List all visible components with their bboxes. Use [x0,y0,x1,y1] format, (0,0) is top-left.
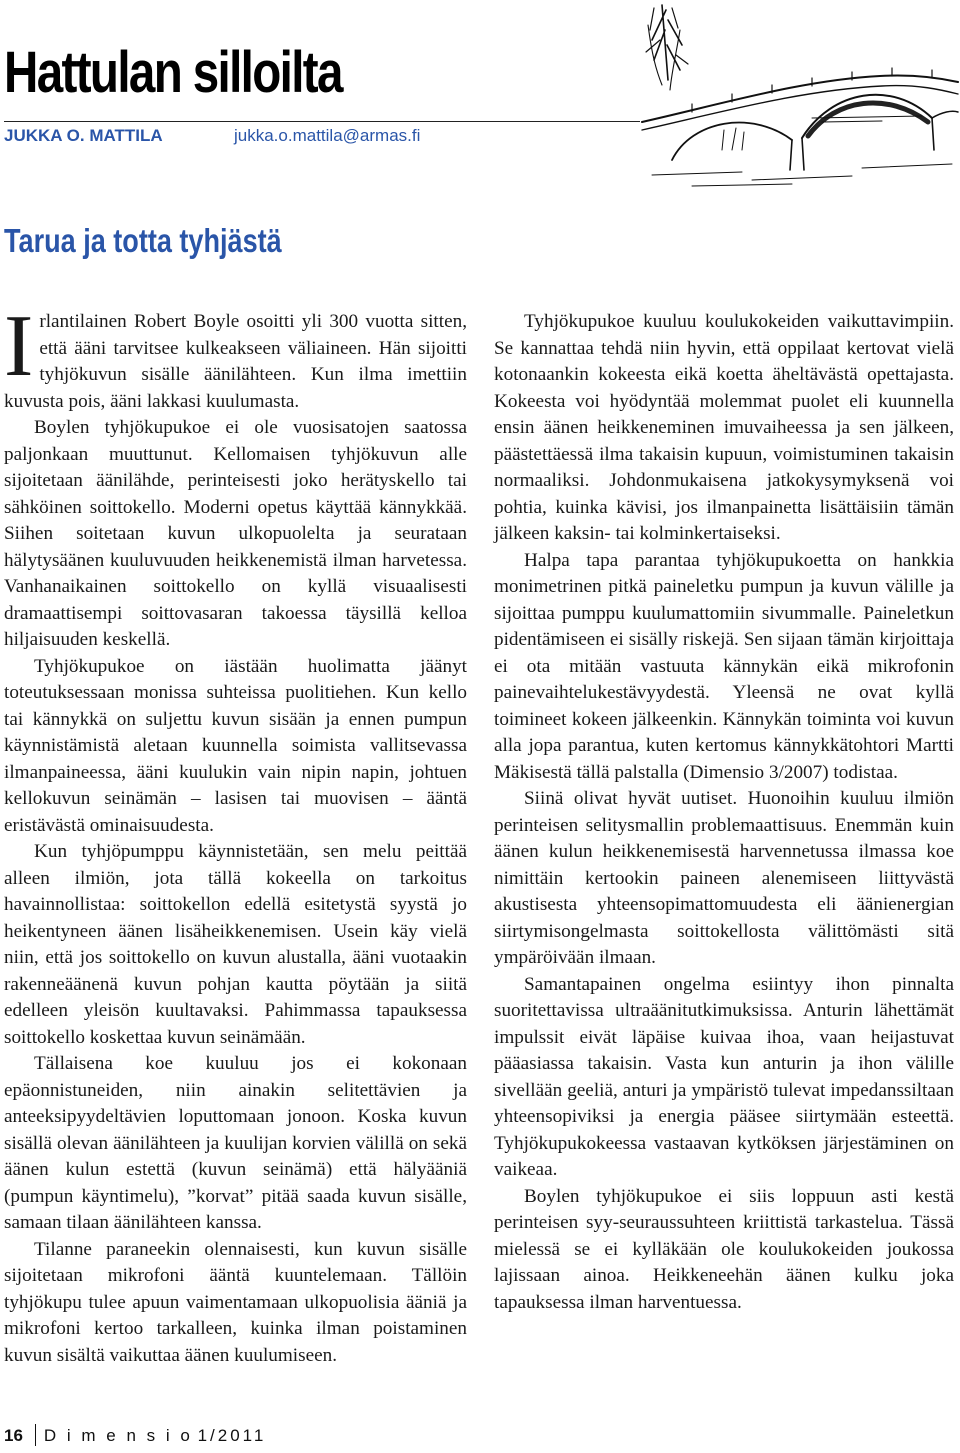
article-paragraph: Tällaisena koe kuuluu jos ei kokonaan epäonnistuneiden, niin ainakin selitettävien ja anteeksipyydeltävien loputtomaan jonoon. Koska kuvun sisällä olevan äänilähteen ja kuulijan korvien välillä on sekä äänen kulun estettä (kuvun seinämä) että hälyääniä (pumpun käyntimelu), ”korvat” pitää saada kuvun sisälle, samaan tilaan äänilähteen kanssa. [4,1053,467,1233]
article-paragraph: Boylen tyhjökupukoe ei siis loppuun asti kestä perinteisen syy-seuraussuhteen kriittistä tarkastelua. Tässä mielessä se ei kylläkään ole koulukokeiden joukossa lajissaan ainoa. Heikkeneehän äänen kulku joka tapauksessa ilman harventuessa. [494,1185,954,1313]
article-subtitle: Tarua ja totta tyhjästä [4,222,282,259]
author-name: JUKKA O. MATTILA [4,126,163,145]
article-paragraph: Tyhjökupukoe kuuluu koulukokeiden vaikuttavimpiin. Se kannattaa tehdä niin hyvin, että oppilaat kertovat vielä kotonaankin kokeesta eikä koetta äheltävästä opettajasta. Kokeesta voi hyödyntää molemmat puolet eli kuunnella ensin äänen heikkeneminen imuvaiheessa ja sen jälkeen, päästettäessä ilma takaisin kupuun, voimistuminen takaisin normaaliksi. Johdonmukaisena jatkokysymyksenä voi pohtia, kuinka kävisi, jos ilmanpainetta lisättäisiin tämän jälkeen kaksin- tai kolminkertaiseksi. [494,311,954,544]
article-paragraph: Boylen tyhjökupukoe ei ole vuosisatojen saatossa paljonkaan muuttunut. Kellomaisen tyhjökuvun alle sijoitetaan äänilähde, perinteisesti joko herätyskello tai sähköinen soittokello. Moderni opetus käyttää kännykkää. Siihen soitetaan kuvun ulkopuolelta ja seurataan hälytysäänen kuuluvuuden heikkenemistä ilman harvetessa. Vanhanaikainen soittokello on kyllä visuaalisesti dramaattisempi soittovasaran takoessa täysillä kelloa hiljaisuuden keskellä. [4,417,467,650]
magazine-name: D i m e n s i o [43,1426,193,1445]
article-paragraph: Kun tyhjöpumppu käynnistetään, sen melu peittää alleen ilmiön, jota tällä kokeella on tarkoitus havainnollistaa: soittokellon edellä esitetystä syystä jo heikentyneen äänen lisäheikkenemisen. Usein käy vielä niin, että jos soittokello on kuvun alustalla, ääni vuotaakin rakenneäänenä kuvun pohjan kautta pöytään ja siitä edelleen yleisön kuultavaksi. Pahimmassa tapauksessa soittokello koskettaa kuvun seinämään. [4,841,467,1048]
issue-number: 1/2011 [197,1426,267,1445]
footer-divider [35,1424,36,1446]
page-footer [4,1424,266,1446]
article-paragraph: Halpa tapa parantaa tyhjökupukoetta on hankkia monimetrinen pitkä paineletku pumpun ja kuvun välille ja sijoittaa pumppu kuulumattomiin sivummalle. Paineletkun pidentämiseen ei sisälly riskejä. Sen sijaan tämän kirjoittaja ei ota mitään vastuuta kännykän eikä mikrofonin painevaihtelukestävyydestä. Yleensä ne ovat kyllä toimineet kokeen jälkeenkin. Kännykän toiminta voi kuvun alla jopa parantua, kuten kertomus kännykkätohtori Martti Mäkisestä tällä palstalla (Dimensio 3/2007) todistaa. [494,549,954,783]
page-number: 16 [4,1426,23,1445]
bridge-sketch-illustration [632,0,960,190]
article-paragraph: Tyhjökupukoe on iästään huolimatta jäänyt toteutuksessaan monissa suhteissa puolitiehen. Kun kello tai kännykkä on suljettu kuvun sisään ja ennen pumpun käynnistämistä aletaan kuunnella soimista vallitsevassa ilmanpaineessa, ääni kuulukin vain nipin napin, johtuen kellokuvun seinämän – lasisen tai muovisen – ääntä eristävästä ominaisuudesta. [4,655,467,836]
article-paragraph: Siinä olivat hyvät uutiset. Huonoihin kuuluu ilmiön perinteisen selitysmallin problemaattisuus. Enemmän kuin äänen kulun heikkenemisestä harvennetussa ilmassa koe nimittäin kertookin paineen alenemiseen liittyvästä akustisesta yhteensopimattomuudesta eli äänienergian siirtymisongelmasta soittokellosta välittömästi sitä ympäröivään ilmaan. [494,788,954,968]
article-paragraph: Irlantilainen Robert Boyle osoitti yli 300 vuotta sitten, että ääni tarvitsee kulkeakseen väliaineen. Hän sijoitti tyhjökuvun sisälle äänilähteen. Kun ilma imettiin kuvusta pois, ääni lakkasi kuulumasta. [4,298,467,412]
author-email[interactable]: jukka.o.mattila@armas.fi [234,126,421,145]
drop-cap: I [4,298,34,395]
article-left-column [4,298,467,1369]
page-title: Hattulan silloilta [4,40,342,105]
header-rule [4,121,640,122]
article-paragraph: Tilanne paraneekin olennaisesti, kun kuvun sisälle sijoitetaan mikrofoni ääntä kuuntelemaan. Tällöin tyhjökupu tulee apuun vaimentamaan ulkopuolisia ääniä ja mikrofoni kertoo tarkalleen, kuinka ilman poistaminen kuvun sisältä vaikuttaa äänen kuulumiseen. [4,1238,467,1366]
article-paragraph: Samantapainen ongelma esiintyy ihon pinnalta suoritettavissa ultraäänitutkimuksissa. Anturin lähettämät impulssit eivät läpäise kuivaa ihoa, vaan heijastuvat pääasiassa takaisin. Vasta kun anturin ja ihon välille sivellään geeliä, anturi ja ympäristö tulevat impedanssiltaan yhteensopiviksi ja energia pääsee siirtymään esteettä. Tyhjökupukokeessa vastaavan kytköksen järjestäminen on vaikeaa. [494,973,954,1180]
article-right-column [494,309,954,1316]
